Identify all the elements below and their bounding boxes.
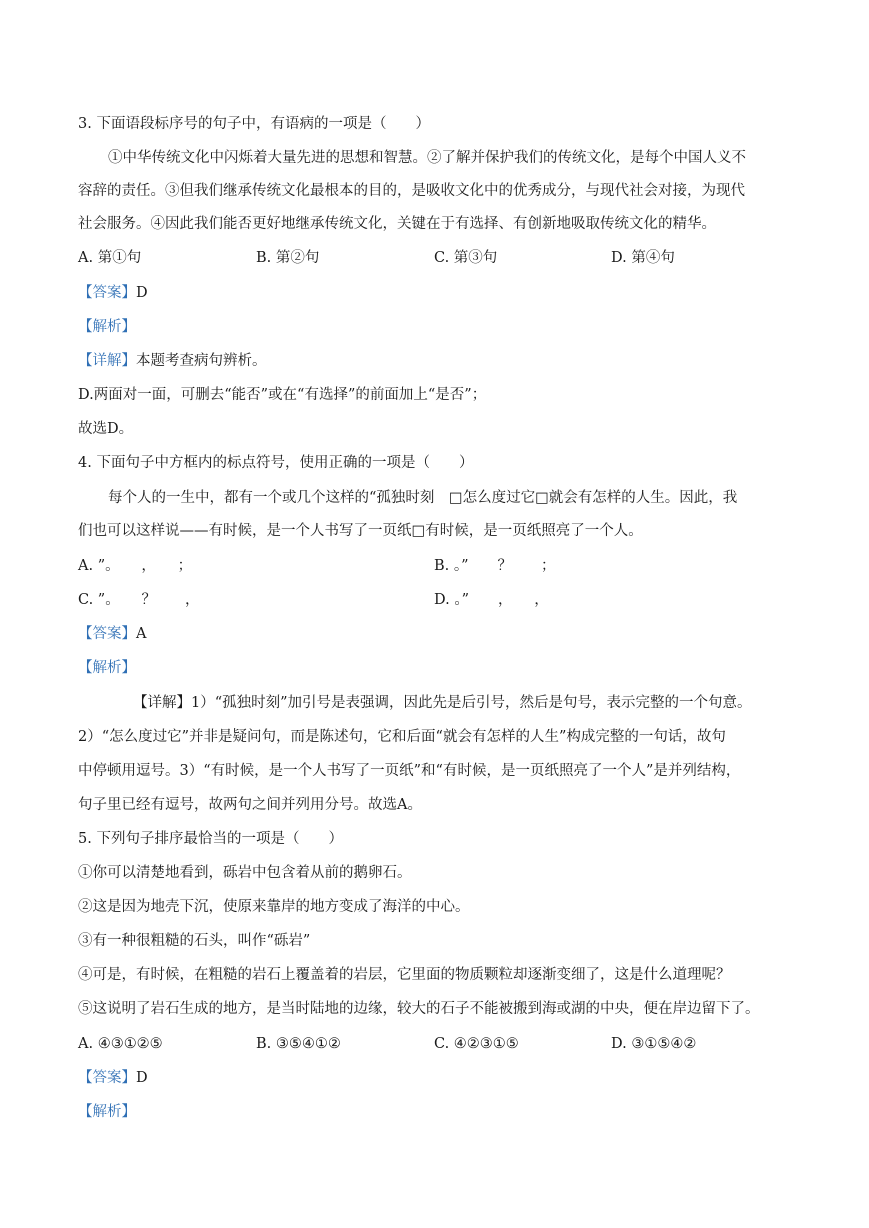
q3-passage-line-1: ①中华传统文化中闪烁着大量先进的思想和智慧。②了解并保护我们的传统文化，是每个中国人义不 — [108, 150, 746, 166]
answer-tag: 【答案】 — [78, 285, 136, 301]
q3-option-a: A. 第①句 — [78, 250, 142, 266]
q5-answer-value: D — [136, 1070, 148, 1086]
analysis-tag: 【解析】 — [78, 319, 136, 335]
answer-tag: 【答案】 — [78, 626, 136, 642]
q4-detail-line-1 — [133, 693, 803, 713]
answer-tag: 【答案】 — [78, 1070, 136, 1086]
q4-options-row-1 — [78, 556, 803, 576]
q5-option-c: C. ④②③①⑤ — [434, 1036, 519, 1052]
q5-sentence-5: ⑤这说明了岩石生成的地方，是当时陆地的边缘，较大的石子不能被搬到海或湖的中央，便在岸边留下了。 — [78, 1001, 760, 1017]
q4-option-c: C. ”。 ？ ， — [78, 592, 200, 608]
q3-option-d: D. 第④句 — [611, 250, 675, 266]
analysis-tag: 【解析】 — [78, 1104, 136, 1120]
q3-conclusion: 故选D。 — [78, 421, 134, 437]
q5-sentence-4: ④可是，有时候，在粗糙的岩石上覆盖着的岩层，它里面的物质颗粒却逐渐变细了，这是什么道理呢？ — [78, 967, 731, 983]
q5-option-a: A. ④③①②⑤ — [78, 1036, 163, 1052]
q4-answer — [78, 624, 803, 644]
q4-detail-line-3: 中停顿用逗号。3）“有时候，是一个人书写了一页纸”和“有时候，是一页纸照亮了一个人”是并列结构， — [78, 763, 741, 779]
q5-sentence-3: ③有一种很粗糙的石头，叫作“砾岩” — [78, 933, 311, 949]
q5-sentence-2: ②这是因为地壳下沉，使原来靠岸的地方变成了海洋的中心。 — [78, 899, 470, 915]
q4-option-a: A. ”。 ， ； — [78, 558, 193, 574]
q4-options-row-2 — [78, 590, 803, 610]
q5-analysis — [78, 1102, 803, 1122]
q3-option-b: B. 第②句 — [256, 250, 320, 266]
q5-stem: 5. 下列句子排序最恰当的一项是（ ） — [78, 831, 343, 847]
q3-passage-line-2: 容辞的责任。③但我们继承传统文化最根本的目的，是吸收文化中的优秀成分，与现代社会对接，为现代 — [78, 183, 745, 199]
q4-detail-line-4: 句子里已经有逗号，故两句之间并列用分号。故选A。 — [78, 797, 422, 813]
q3-stem: 3. 下面语段标序号的句子中，有语病的一项是（ ） — [78, 116, 430, 132]
q5-option-b: B. ③⑤④①② — [256, 1036, 341, 1052]
q5-option-d: D. ③①⑤④② — [611, 1036, 697, 1052]
q4-option-b: B. 。” ？ ； — [434, 558, 556, 574]
q4-analysis — [78, 658, 803, 678]
q4-option-d: D. 。” ， ， — [434, 592, 549, 608]
q3-detail — [78, 351, 803, 371]
q5-answer — [78, 1068, 803, 1088]
q4-passage-line-1: 每个人的一生中，都有一个或几个这样的“孤独时刻 □怎么度过它□就会有怎样的人生。因此，我 — [108, 490, 738, 506]
q3-analysis — [78, 317, 803, 337]
q4-detail-text-1: 1）“孤独时刻”加引号是表强调，因此先是后引号，然后是句号，表示完整的一个句意。 — [191, 695, 752, 711]
q3-passage-line-3: 社会服务。④因此我们能否更好地继承传统文化，关键在于有选择、有创新地吸取传统文化的精华。 — [78, 216, 716, 232]
analysis-tag: 【解析】 — [78, 660, 136, 676]
q3-option-c: C. 第③句 — [434, 250, 498, 266]
q5-sentence-1: ①你可以清楚地看到，砾岩中包含着从前的鹅卵石。 — [78, 865, 412, 881]
q3-answer — [78, 283, 803, 303]
q4-passage-line-2: 们也可以这样说——有时候，是一个人书写了一页纸□有时候，是一页纸照亮了一个人。 — [78, 523, 643, 539]
detail-tag: 【详解】 — [133, 695, 191, 711]
detail-tag: 【详解】 — [78, 353, 136, 369]
q3-detail-text: 本题考查病句辨析。 — [136, 353, 267, 369]
q4-answer-value: A — [136, 626, 147, 642]
q3-answer-value: D — [136, 285, 148, 301]
q4-stem: 4. 下面句子中方框内的标点符号，使用正确的一项是（ ） — [78, 455, 474, 471]
q3-options — [78, 248, 803, 268]
q3-explain: D.两面对一面，可删去“能否”或在“有选择”的前面加上“是否”； — [78, 387, 487, 403]
q5-options — [78, 1034, 803, 1054]
q4-detail-line-2: 2）“怎么度过它”并非是疑问句，而是陈述句，它和后面“就会有怎样的人生”构成完整的一句话，故句 — [78, 729, 726, 745]
